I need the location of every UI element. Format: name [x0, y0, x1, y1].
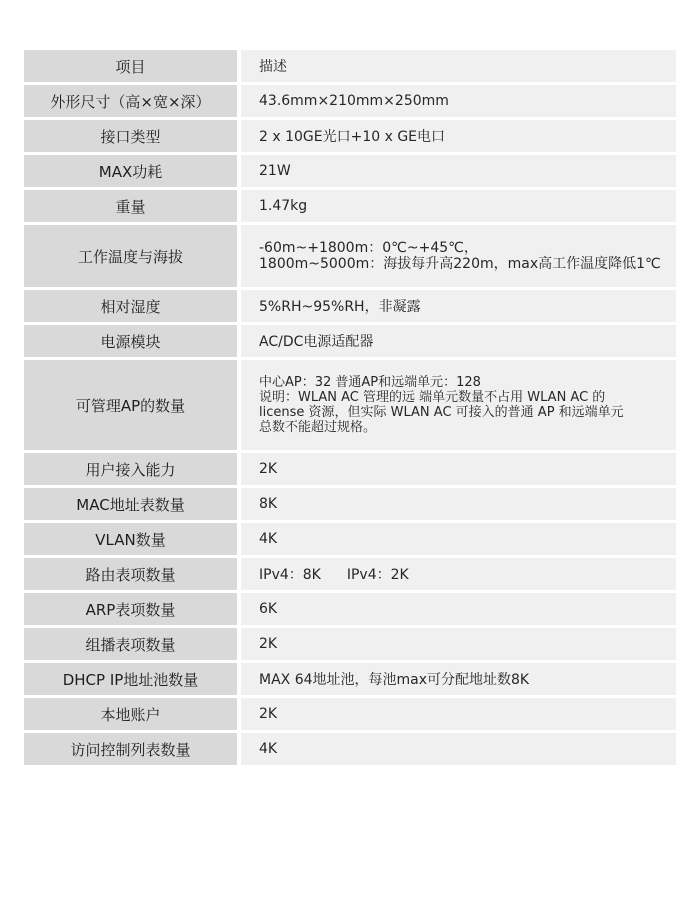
row-label: 电源模块 — [24, 325, 237, 357]
table-row-arp-table — [24, 593, 676, 625]
row-label: ARP表项数量 — [24, 593, 237, 625]
row-label: 本地账户 — [24, 698, 237, 730]
row-value: 21W — [241, 155, 676, 187]
row-label: 外形尺寸（高×宽×深） — [24, 85, 237, 117]
table-row-manageable-ap — [24, 360, 676, 450]
table-row-weight — [24, 190, 676, 222]
row-value: 8K — [241, 488, 676, 520]
table-row-humidity — [24, 290, 676, 322]
table-row-local-accounts — [24, 698, 676, 730]
value-line: 总数不能超过规格。 — [259, 420, 377, 435]
row-label: DHCP IP地址池数量 — [24, 663, 237, 695]
table-row-user-access — [24, 453, 676, 485]
header-desc-cell: 描述 — [241, 50, 676, 82]
row-value: 43.6mm×210mm×250mm — [241, 85, 676, 117]
row-label: VLAN数量 — [24, 523, 237, 555]
table-header-row — [24, 50, 676, 82]
spec-table — [24, 50, 676, 765]
row-value — [241, 558, 676, 590]
table-row-dhcp-pool — [24, 663, 676, 695]
row-value: 6K — [241, 593, 676, 625]
row-label: MAX功耗 — [24, 155, 237, 187]
value-line: license 资源，但实际 WLAN AC 可接入的普通 AP 和远端单元 — [259, 405, 624, 420]
row-value: 4K — [241, 523, 676, 555]
value-line: -60m~+1800m：0℃~+45℃， — [259, 240, 478, 256]
table-row-temperature-altitude — [24, 225, 676, 287]
row-label: 可管理AP的数量 — [24, 360, 237, 450]
table-row-power-module — [24, 325, 676, 357]
row-value: 4K — [241, 733, 676, 765]
table-row-route-table — [24, 558, 676, 590]
row-label: 路由表项数量 — [24, 558, 237, 590]
row-label: MAC地址表数量 — [24, 488, 237, 520]
route-ipv4-value-2: IPv4：2K — [346, 567, 409, 583]
table-row-interface-type — [24, 120, 676, 152]
table-row-mac-table — [24, 488, 676, 520]
table-row-vlan — [24, 523, 676, 555]
row-label: 接口类型 — [24, 120, 237, 152]
row-value: 2K — [241, 698, 676, 730]
route-ipv4-value: IPv4：8K — [259, 567, 321, 583]
row-value: 2 x 10GE光口+10 x GE电口 — [241, 120, 676, 152]
row-label: 组播表项数量 — [24, 628, 237, 660]
row-value — [241, 360, 676, 450]
value-line: 中心AP：32 普通AP和远端单元：128 — [259, 375, 481, 390]
row-label: 访问控制列表数量 — [24, 733, 237, 765]
row-value: 1.47kg — [241, 190, 676, 222]
row-label: 相对湿度 — [24, 290, 237, 322]
row-value: 5%RH~95%RH，非凝露 — [241, 290, 676, 322]
row-value — [241, 225, 676, 287]
row-label: 重量 — [24, 190, 237, 222]
table-row-multicast-table — [24, 628, 676, 660]
header-item-cell: 项目 — [24, 50, 237, 82]
row-label: 工作温度与海拔 — [24, 225, 237, 287]
row-label: 用户接入能力 — [24, 453, 237, 485]
row-value: AC/DC电源适配器 — [241, 325, 676, 357]
row-value: MAX 64地址池，每池max可分配地址数8K — [241, 663, 676, 695]
value-line: 1800m~5000m：海拔每升高220m，max高工作温度降低1℃ — [259, 256, 661, 272]
table-row-max-power — [24, 155, 676, 187]
row-value: 2K — [241, 628, 676, 660]
row-value: 2K — [241, 453, 676, 485]
table-row-dimensions — [24, 85, 676, 117]
value-line: 说明：WLAN AC 管理的远 端单元数量不占用 WLAN AC 的 — [259, 390, 606, 405]
table-row-acl — [24, 733, 676, 765]
